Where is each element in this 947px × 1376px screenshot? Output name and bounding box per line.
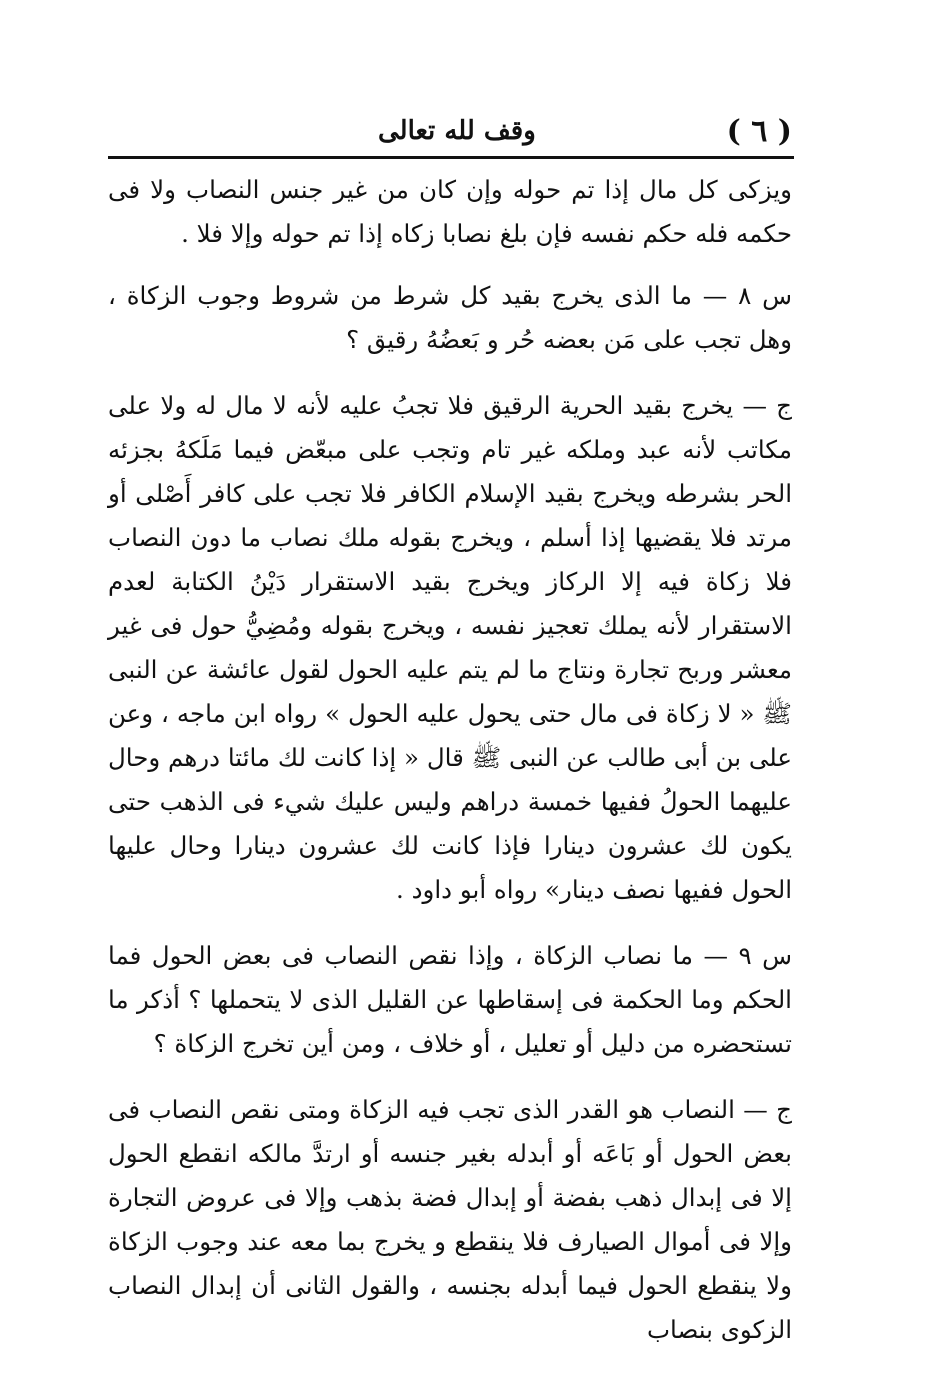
paragraph-intro: ويزكى كل مال إذا تم حوله وإن كان من غير جنس النصاب ولا فى حكمه فله حكم نفسه فإن بلغ نصابا زكاه إذا تم حوله وإلا فلا .: [108, 175, 792, 248]
question-8: س ٨ — ما الذى يخرج بقيد كل شرط من شروط وجوب الزكاة ، وهل تجب على مَن بعضه حُر و بَعضُهُ رقيق ؟: [108, 281, 792, 354]
question-9: س ٩ — ما نصاب الزكاة ، وإذا نقص النصاب فى بعض الحول فما الحكم وما الحكمة فى إسقاطها عن القليل الذى لا يتحملها ؟ أذكر ما تستحضره من دليل أو تعليل ، أو خلاف ، ومن أين تخرج الزكاة ؟: [108, 941, 792, 1058]
page-number: ( ٦ ): [726, 114, 792, 149]
answer-8: ج — يخرج بقيد الحرية الرقيق فلا تجبُ عليه لأنه لا مال له ولا على مكاتب لأنه عبد وملكه غير تام وتجب على مبعّض فيما مَلَكهُ بجزئه الحر بشرطه ويخرج بقيد الإسلام الكافر فلا تجب على كافر أَصْلى أو مرتد فلا يقضيها إذا أسلم ، ويخرج بقوله ملك نصاب ما دون النصاب فلا زكاة فيه إلا الركاز ويخرج بقيد الاستقرار دَيْنُ الكتابة لعدم الاستقرار لأنه يملك تعجيز نفسه ، ويخرج بقوله ومُضِيُّ حول فى غير معشر وربح تجارة ونتاج ما لم يتم عليه الحول لقول عائشة عن النبى ﷺ « لا زكاة فى مال حتى يحول عليه الحول » رواه ابن ماجه ، وعن على بن أبى طالب عن النبى ﷺ قال « إذا كانت لك مائتا درهم وحال عليهما الحولُ ففيها خمسة دراهم وليس عليك شيء فى الذهب حتى يكون لك عشرون دينارا فإذا كانت لك عشرون دينارا وحال عليها الحول ففيها نصف دينار» رواه أبو داود .: [108, 391, 792, 904]
page-header: [108, 108, 792, 154]
running-title: وقف لله تعالى: [378, 116, 536, 146]
answer-9: ج — النصاب هو القدر الذى تجب فيه الزكاة ومتى نقص النصاب فى بعض الحول أو بَاعَه أو أبدله بغير جنسه أو ارتدَّ مالكه انقطع الحول إلا فى إبدال ذهب بفضة أو إبدال فضة بذهب وإلا فى عروض التجارة وإلا فى أموال الصيارف فلا ينقطع و يخرج بما معه عند وجوب الزكاة ولا ينقطع الحول فيما أبدله بجنسه ، والقول الثانى أن إبدال النصاب الزكوى بنصاب: [108, 1095, 792, 1344]
header-rule: [108, 156, 794, 159]
body-text: [108, 168, 792, 1352]
